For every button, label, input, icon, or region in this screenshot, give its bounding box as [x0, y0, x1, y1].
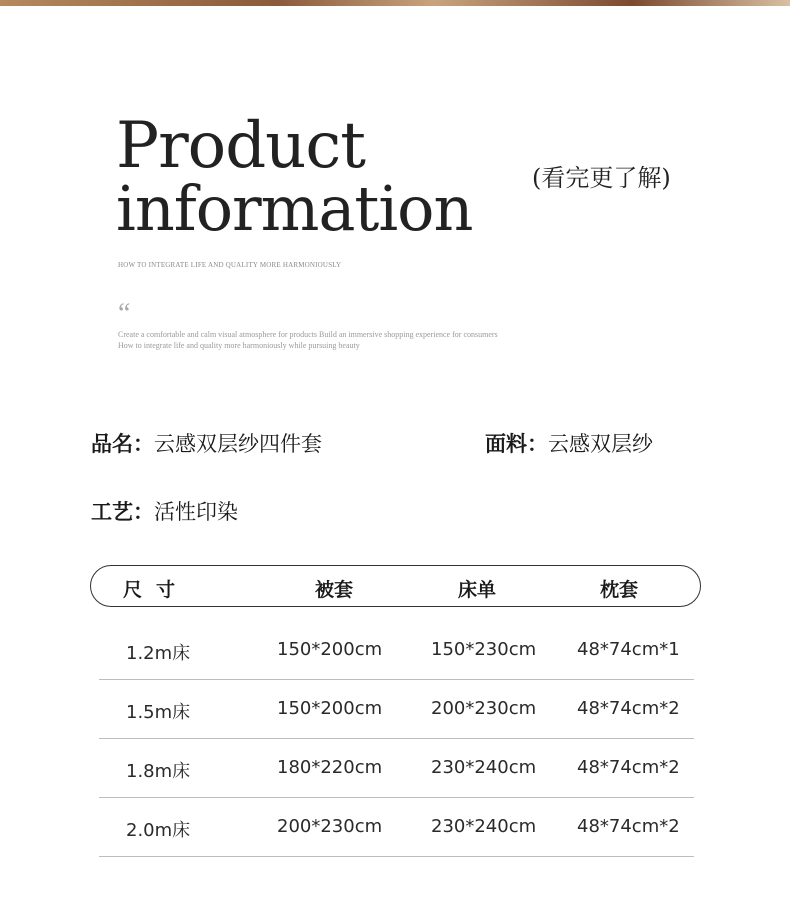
tagline: HOW TO INTEGRATE LIFE AND QUALITY MORE HARMONIOUSLY — [118, 261, 342, 269]
header-duvet-cover: 被套 — [315, 579, 354, 601]
product-name-value: 云感双层纱四件套 — [154, 432, 322, 456]
product-name-row — [91, 428, 322, 458]
table-row — [99, 622, 694, 680]
craft-label: 工艺： — [91, 500, 154, 524]
cell-bed-size: 2.0m床 — [126, 820, 191, 841]
header-size: 尺寸 — [123, 579, 190, 601]
craft-value: 活性印染 — [154, 500, 238, 524]
table-row — [99, 740, 694, 798]
cell-pillowcase: 48*74cm*2 — [577, 757, 680, 778]
cell-bed-sheet: 230*240cm — [431, 816, 537, 837]
table-row — [99, 681, 694, 739]
fabric-value: 云感双层纱 — [548, 432, 653, 456]
fabric-label: 面料： — [485, 432, 548, 456]
cell-bed-size: 1.5m床 — [126, 702, 191, 723]
cell-duvet-cover: 150*200cm — [277, 698, 383, 719]
product-name-label: 品名： — [91, 432, 154, 456]
cell-pillowcase: 48*74cm*1 — [577, 639, 680, 660]
cell-duvet-cover: 150*200cm — [277, 639, 383, 660]
top-photo-strip — [0, 0, 790, 6]
quote-mark-icon: “ — [118, 298, 131, 329]
cell-bed-sheet: 200*230cm — [431, 698, 537, 719]
blurb-text: Create a comfortable and calm visual atmosphere for products Build an immersive shopping experience for consumers How to integrate life and quality more harmoniously while pursuing beauty — [118, 330, 498, 350]
cell-duvet-cover: 200*230cm — [277, 816, 383, 837]
table-row — [99, 799, 694, 857]
cell-pillowcase: 48*74cm*2 — [577, 816, 680, 837]
headline-product: Product — [116, 109, 365, 183]
header-pillowcase: 枕套 — [600, 579, 639, 601]
cell-bed-size: 1.2m床 — [126, 643, 191, 664]
fabric-row — [485, 428, 653, 458]
header-bed-sheet: 床单 — [458, 579, 497, 601]
headline-aside: (看完更了解) — [532, 164, 671, 192]
headline-information: information — [116, 172, 473, 245]
cell-bed-sheet: 150*230cm — [431, 639, 537, 660]
cell-pillowcase: 48*74cm*2 — [577, 698, 680, 719]
size-table-header — [90, 565, 701, 607]
cell-bed-size: 1.8m床 — [126, 761, 191, 782]
cell-duvet-cover: 180*220cm — [277, 757, 383, 778]
cell-bed-sheet: 230*240cm — [431, 757, 537, 778]
craft-row — [91, 496, 238, 526]
